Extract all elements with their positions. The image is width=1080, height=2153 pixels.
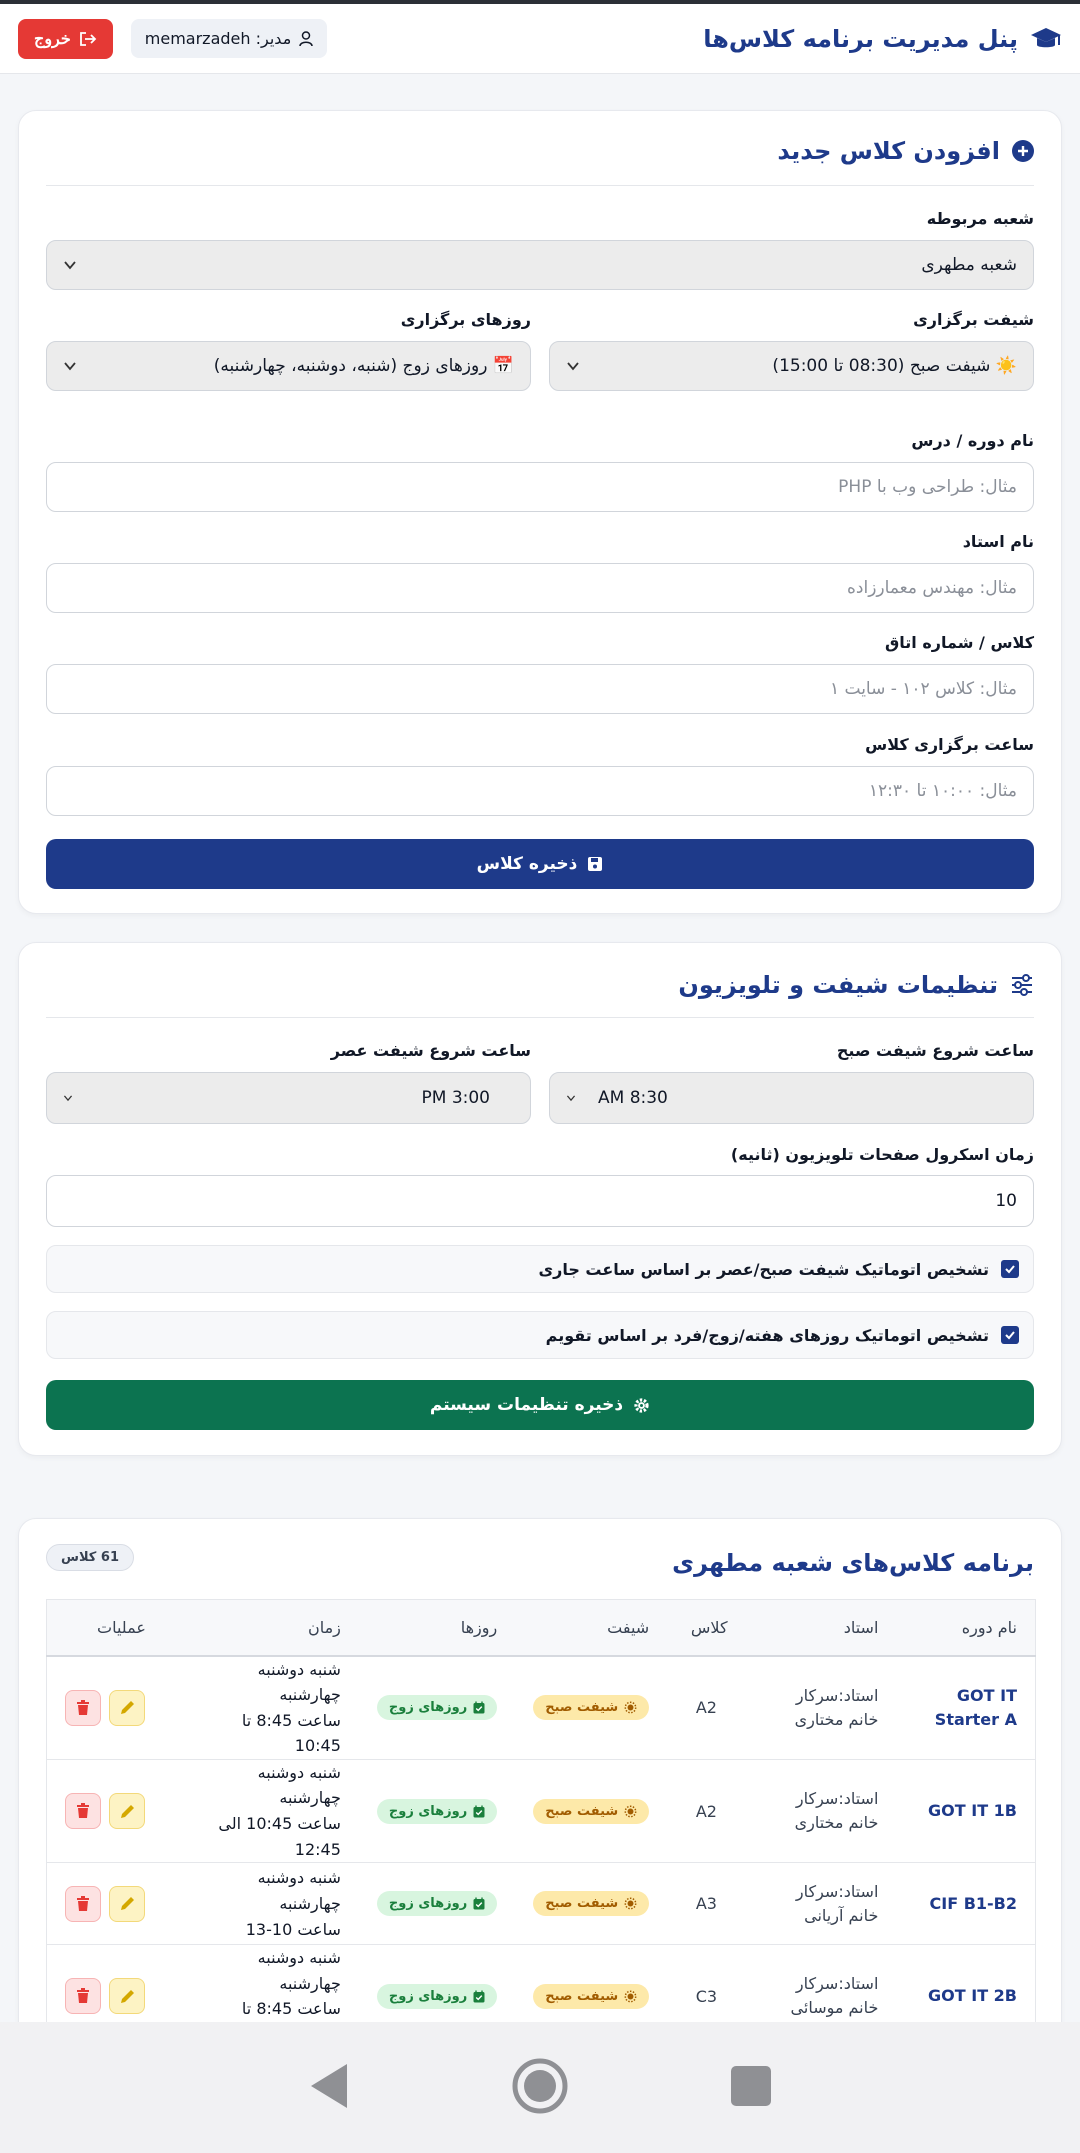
table-row [47,1759,1036,1862]
room-cell: A3 [667,1863,745,1945]
shift-badge-label: شیفت صبح [545,1988,619,2004]
sun-icon [624,1701,637,1714]
shift-badge [533,1799,649,1824]
trash-icon [76,1803,90,1819]
gear-icon [633,1397,650,1414]
trash-icon [76,1896,90,1912]
add-class-title: افزودن کلاس جدید [777,137,1000,165]
time-cell [182,1759,359,1862]
course-cell [896,1759,1035,1862]
edit-button[interactable] [109,1690,145,1726]
days-select[interactable] [46,341,531,391]
back-triangle-icon [307,2062,351,2110]
settings-heading [678,971,1034,999]
save-icon [587,856,603,872]
add-class-heading [777,137,1034,165]
course-cell [896,1656,1035,1760]
checkbox-checked-icon[interactable] [1001,1326,1019,1344]
pencil-icon [120,1896,135,1911]
shift-cell [515,1656,667,1760]
home-circle-icon [511,2057,569,2115]
row-actions [65,1978,164,2014]
course-placeholder: مثال: طراحی وب با PHP [838,477,1017,497]
shift-badge-label: شیفت صبح [545,1803,619,1819]
calendar-check-icon [473,1897,485,1910]
days-badge [377,1891,497,1916]
chevron-down-icon [63,359,77,373]
teacher-input[interactable] [46,563,1034,613]
edit-button[interactable] [109,1793,145,1829]
days-value: 📅 روزهای زوج (شنبه، دوشنبه، چهارشنبه) [213,356,514,376]
days-badge-label: روزهای زوج [388,1803,468,1819]
course-label: نام دوره / درس [911,431,1034,450]
delete-button[interactable] [65,1793,101,1829]
save-class-button[interactable] [46,839,1034,889]
sun-icon [624,1897,637,1910]
pencil-icon [120,1989,135,2004]
scroll-seconds-input[interactable] [46,1175,1034,1227]
shift-badge-label: شیفت صبح [545,1896,619,1912]
chevron-down-icon [63,1093,73,1103]
shift-cell [515,1863,667,1945]
save-settings-button[interactable] [46,1380,1034,1430]
page-title: پنل مدیریت برنامه کلاس‌ها [703,24,1018,53]
time-days: شنبه دوشنبه چهارشنبه [257,1762,341,1808]
checkbox-checked-icon[interactable] [1001,1260,1019,1278]
days-label: روزهای برگزاری [400,310,531,329]
days-badge-label: روزهای زوج [388,1700,468,1716]
brand [703,25,1062,53]
room-label: کلاس / شماره اتاق [884,633,1034,652]
room-input[interactable] [46,664,1034,714]
time-placeholder: مثال: ۱۰:۰۰ تا ۱۲:۳۰ [868,781,1017,801]
time-hours: ساعت 10-13 [245,1919,341,1939]
row-actions [65,1886,164,1922]
morning-time-input[interactable] [549,1072,1034,1124]
header-actions [18,19,327,59]
shift-select[interactable] [549,341,1034,391]
teacher-label: نام استاد [962,532,1034,551]
auto-shift-toggle[interactable] [46,1245,1034,1293]
user-label: مدیر: memarzadeh [144,29,292,48]
auto-days-label: تشخیص اتوماتیک روزهای هفته/زوج/فرد بر اساس تقویم [545,1325,989,1345]
time-days: شنبه دوشنبه چهارشنبه [257,1868,341,1913]
course-name: GOT IT Starter A [934,1685,1017,1729]
teacher-name: استاد:سرکار خانم مختاری [794,1685,879,1729]
teacher-name: استاد:سرکار خانم موسائی [790,1974,879,2018]
time-days: شنبه دوشنبه چهارشنبه [257,1948,341,1993]
days-badge-label: روزهای زوج [388,1896,468,1912]
shift-badge-label: شیفت صبح [545,1700,619,1716]
trash-icon [76,1700,90,1716]
chevron-down-icon [63,258,77,272]
top-bar [0,4,1080,74]
sliders-icon [1010,974,1034,996]
table-header-row [47,1600,1036,1656]
shift-label: شیفت برگزاری [913,310,1034,329]
save-settings-label: ذخیره تنظیمات سیستم [429,1395,624,1415]
branch-select[interactable] [46,240,1034,290]
teacher-cell [746,1656,897,1760]
course-input[interactable] [46,462,1034,512]
time-cell [182,1863,359,1945]
time-hours: ساعت 8:45 تا [241,1999,341,2019]
chevron-down-icon [566,359,580,373]
pencil-icon [120,1804,135,1819]
teacher-placeholder: مثال: مهندس معمارزاده [847,578,1017,598]
user-chip [131,19,327,58]
teacher-cell [746,1759,897,1862]
row-actions [65,1793,164,1829]
time-days: شنبه دوشنبه چهارشنبه [257,1659,341,1705]
row-actions [65,1690,164,1726]
add-class-card [18,110,1062,914]
scroll-label: زمان اسکرول صفحات تلویزیون (ثانیه) [730,1145,1034,1164]
divider [46,1017,1034,1018]
calendar-check-icon [473,1701,485,1714]
delete-button[interactable] [65,1690,101,1726]
table-row [47,1656,1036,1760]
schedule-heading [672,1549,1034,1577]
room-cell: C3 [667,1945,745,2048]
shift-badge [533,1984,649,2009]
branch-label: شعبه مربوطه [926,209,1034,228]
scroll-value: 10 [995,1191,1017,1211]
settings-title: تنظیمات شیفت و تلویزیون [678,971,998,999]
col-time: زمان [182,1600,359,1656]
room-cell: A2 [667,1759,745,1862]
schedule-title: برنامه کلاس‌های شعبه مطهری [672,1549,1034,1577]
days-cell [359,1759,515,1862]
logout-label: خروج [34,30,71,48]
col-days: روزها [359,1600,515,1656]
course-cell [896,1863,1035,1945]
schedule-card [18,1518,1062,2038]
room-placeholder: مثال: کلاس ۱۰۲ - سایت ۱ [829,679,1017,699]
pencil-icon [120,1700,135,1715]
auto-days-toggle[interactable] [46,1311,1034,1359]
time-cell [182,1656,359,1760]
time-input[interactable] [46,766,1034,816]
logout-button[interactable] [18,19,113,59]
days-badge-label: روزهای زوج [388,1988,468,2004]
plus-circle-icon [1012,140,1034,162]
system-nav-bar [0,2022,1080,2153]
save-class-label: ذخیره کلاس [476,854,578,874]
col-room: کلاس [667,1600,745,1656]
days-cell [359,1863,515,1945]
delete-button[interactable] [65,1886,101,1922]
branch-value: شعبه مطهری [921,255,1017,275]
col-shift: شیفت [515,1600,667,1656]
sun-icon [624,1805,637,1818]
actions-cell [47,1863,182,1945]
evening-label: ساعت شروع شیفت عصر [330,1041,531,1060]
evening-time-input[interactable] [46,1072,531,1124]
shift-badge [533,1695,649,1720]
delete-button[interactable] [65,1978,101,2014]
square-icon [729,2064,773,2108]
morning-value: AM 8:30 [598,1088,668,1108]
home-button[interactable] [511,2057,569,2119]
divider [46,185,1034,186]
table-row [47,1863,1036,1945]
class-count-badge: 61 کلاس [46,1544,134,1571]
days-badge [377,1695,497,1720]
user-icon [299,31,313,47]
auto-shift-label: تشخیص اتوماتیک شیفت صبح/عصر بر اساس ساعت جاری [538,1259,989,1279]
time-hours: ساعت 10:45 الی 12:45 [218,1814,341,1859]
course-name: CIF B1-B2 [929,1893,1017,1913]
days-cell [359,1656,515,1760]
calendar-check-icon [473,1805,485,1818]
settings-card [18,942,1062,1456]
edit-button[interactable] [109,1978,145,2014]
calendar-check-icon [473,1990,485,2003]
days-badge [377,1799,497,1824]
teacher-name: استاد:سرکار خانم مختاری [794,1789,879,1833]
morning-label: ساعت شروع شیفت صبح [836,1041,1034,1060]
col-teacher: استاد [746,1600,897,1656]
chevron-down-icon [566,1093,576,1103]
col-course: نام دوره [896,1600,1035,1656]
col-actions: عملیات [47,1600,182,1656]
teacher-name: استاد:سرکار خانم آریانی [795,1881,879,1925]
days-badge [377,1984,497,2009]
time-label: ساعت برگزاری کلاس [865,735,1034,754]
sun-icon [624,1990,637,2003]
room-cell: A2 [667,1656,745,1760]
teacher-cell [746,1863,897,1945]
course-name: GOT IT 1B [928,1801,1017,1821]
graduation-cap-icon [1030,25,1062,53]
logout-icon [79,31,97,47]
actions-cell [47,1759,182,1862]
recent-apps-button[interactable] [729,2064,773,2112]
time-hours: ساعت 8:45 تا 10:45 [241,1710,341,1756]
evening-value: PM 3:00 [421,1088,490,1108]
trash-icon [76,1988,90,2004]
course-name: GOT IT 2B [928,1986,1017,2006]
shift-value: ☀️ شیفت صبح (08:30 تا 15:00) [772,356,1017,376]
shift-badge [533,1891,649,1916]
back-button[interactable] [307,2062,351,2114]
shift-cell [515,1759,667,1862]
edit-button[interactable] [109,1886,145,1922]
actions-cell [47,1656,182,1760]
